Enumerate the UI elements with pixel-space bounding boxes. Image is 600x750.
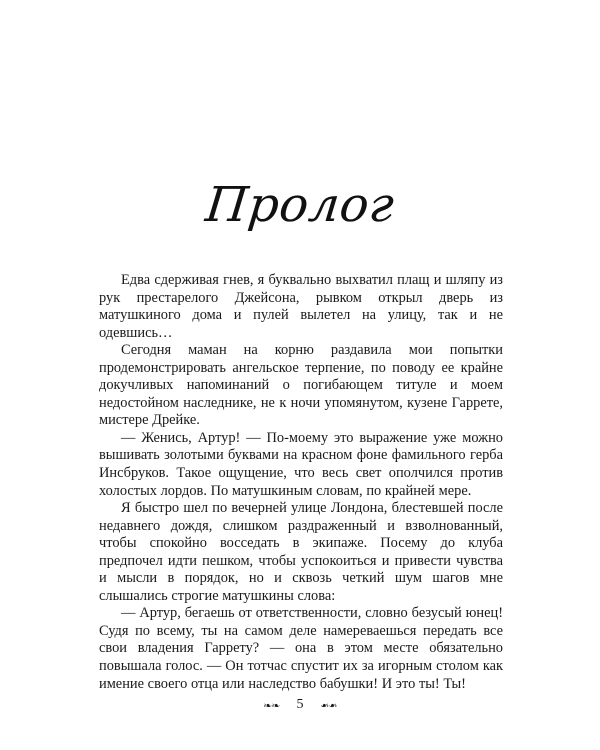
page-number: 5	[296, 697, 304, 712]
paragraph: — Артур, бегаешь от ответственности, словно безусый юнец! Судя по всему, ты на самом деле намереваешься передать все свои владения Гаррету? — она в этом месте обязательно повышала голос. — Он тотчас спустит их за игорным столом как имение своего отца или наследство бабушки! И это ты! Ты!	[99, 605, 503, 692]
floral-ornament-icon: ❧❧	[263, 699, 280, 711]
paragraph: Едва сдерживая гнев, я буквально выхватил плащ и шляпу из рук престарелого Джейсона, рывком открыл дверь из матушкиного дома и пулей вылетел на улицу, так и не одевшись…	[99, 272, 503, 341]
body-text-block	[99, 272, 503, 693]
paragraph: Я быстро шел по вечерней улице Лондона, блестевшей после недавнего дождя, слишком раздраженный и взволнованный, чтобы спокойно восседать в экипаже. Посему до клуба предпочел идти пешком, чтобы успокоиться и привести чувства и мысли в порядок, но и сквозь четкий шум шагов мне слышались строгие матушкины слова:	[99, 500, 503, 604]
floral-ornament-icon: ❧❧	[320, 699, 337, 711]
paragraph: — Женись, Артур! — По-моему это выражение уже можно вышивать золотыми буквами на красном фоне фамильного герба Инсбруков. Такое ощущение, что весь свет ополчился против холостых лордов. По матушкиным словам, по крайней мере.	[99, 429, 503, 499]
chapter-title: Пролог	[202, 177, 398, 234]
page-footer	[0, 698, 600, 712]
paragraph: Сегодня маман на корню раздавила мои попытки продемонстрировать ангельское терпение, по поводу ее крайне докучливых напоминаний о погибающем титуле и моем недостойном наследнике, не к ночи упомянутом, кузене Гаррете, мистере Дрейке.	[99, 342, 503, 429]
